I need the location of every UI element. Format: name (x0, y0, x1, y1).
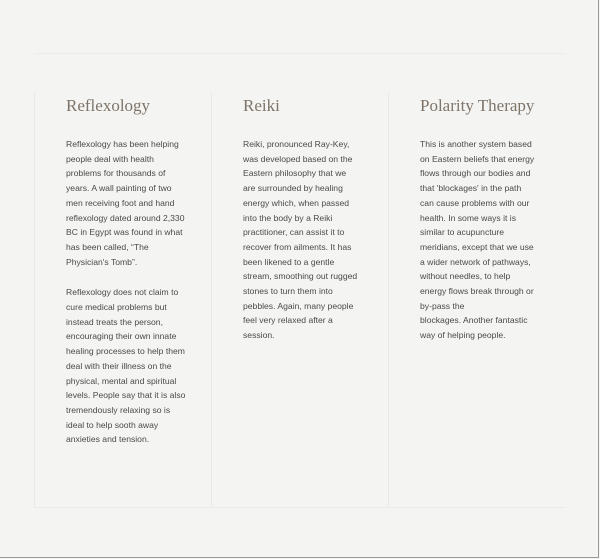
column-heading: Reiki (243, 96, 280, 115)
column-paragraph: Reflexology has been helping people deal with health problems for thousands of years. A wall painting of two men receiving foot and hand reflexology dated around 2,330 BC in Egypt was found in what has been called, “The Physician's Tomb”. (66, 139, 185, 267)
column-paragraph: This is another system based on Eastern beliefs that energy flows through our bodies and that 'blockages' in the path can cause problems with our health. In some ways it is similar to acupuncture meridians, except that we use a wider network of pathways, without needles, to help energy flows break through or by-pass the blockages. Another fantastic way of helping people. (420, 139, 535, 341)
column-paragraph: Reiki, pronounced Ray-Key, was developed based on the Eastern philosophy that we are surrounded by healing energy which, when passed into the body by a Reiki practitioner, can assist it to recover from ailments. It has been likened to a gentle stream, smoothing out rugged stones to turn them into pebbles. Again, many people feel very relaxed after a session. (243, 139, 358, 341)
column-heading: Reflexology (66, 96, 151, 115)
column-paragraph: Reflexology does not claim to cure medical problems but instead treats the person, encouraging their own innate healing processes to help them deal with their illness on the physical, mental and spiritual levels. People say that it is also tremendously relaxing so is ideal to help sooth away anxieties and tension. (66, 287, 186, 445)
column-heading: Polarity Therapy (420, 96, 535, 115)
reflexology-column (66, 95, 216, 447)
reiki-column (243, 95, 393, 343)
polarity-therapy-column (420, 95, 580, 343)
column-divider-left (34, 92, 35, 508)
bottom-divider (34, 507, 566, 508)
top-divider (34, 53, 566, 54)
